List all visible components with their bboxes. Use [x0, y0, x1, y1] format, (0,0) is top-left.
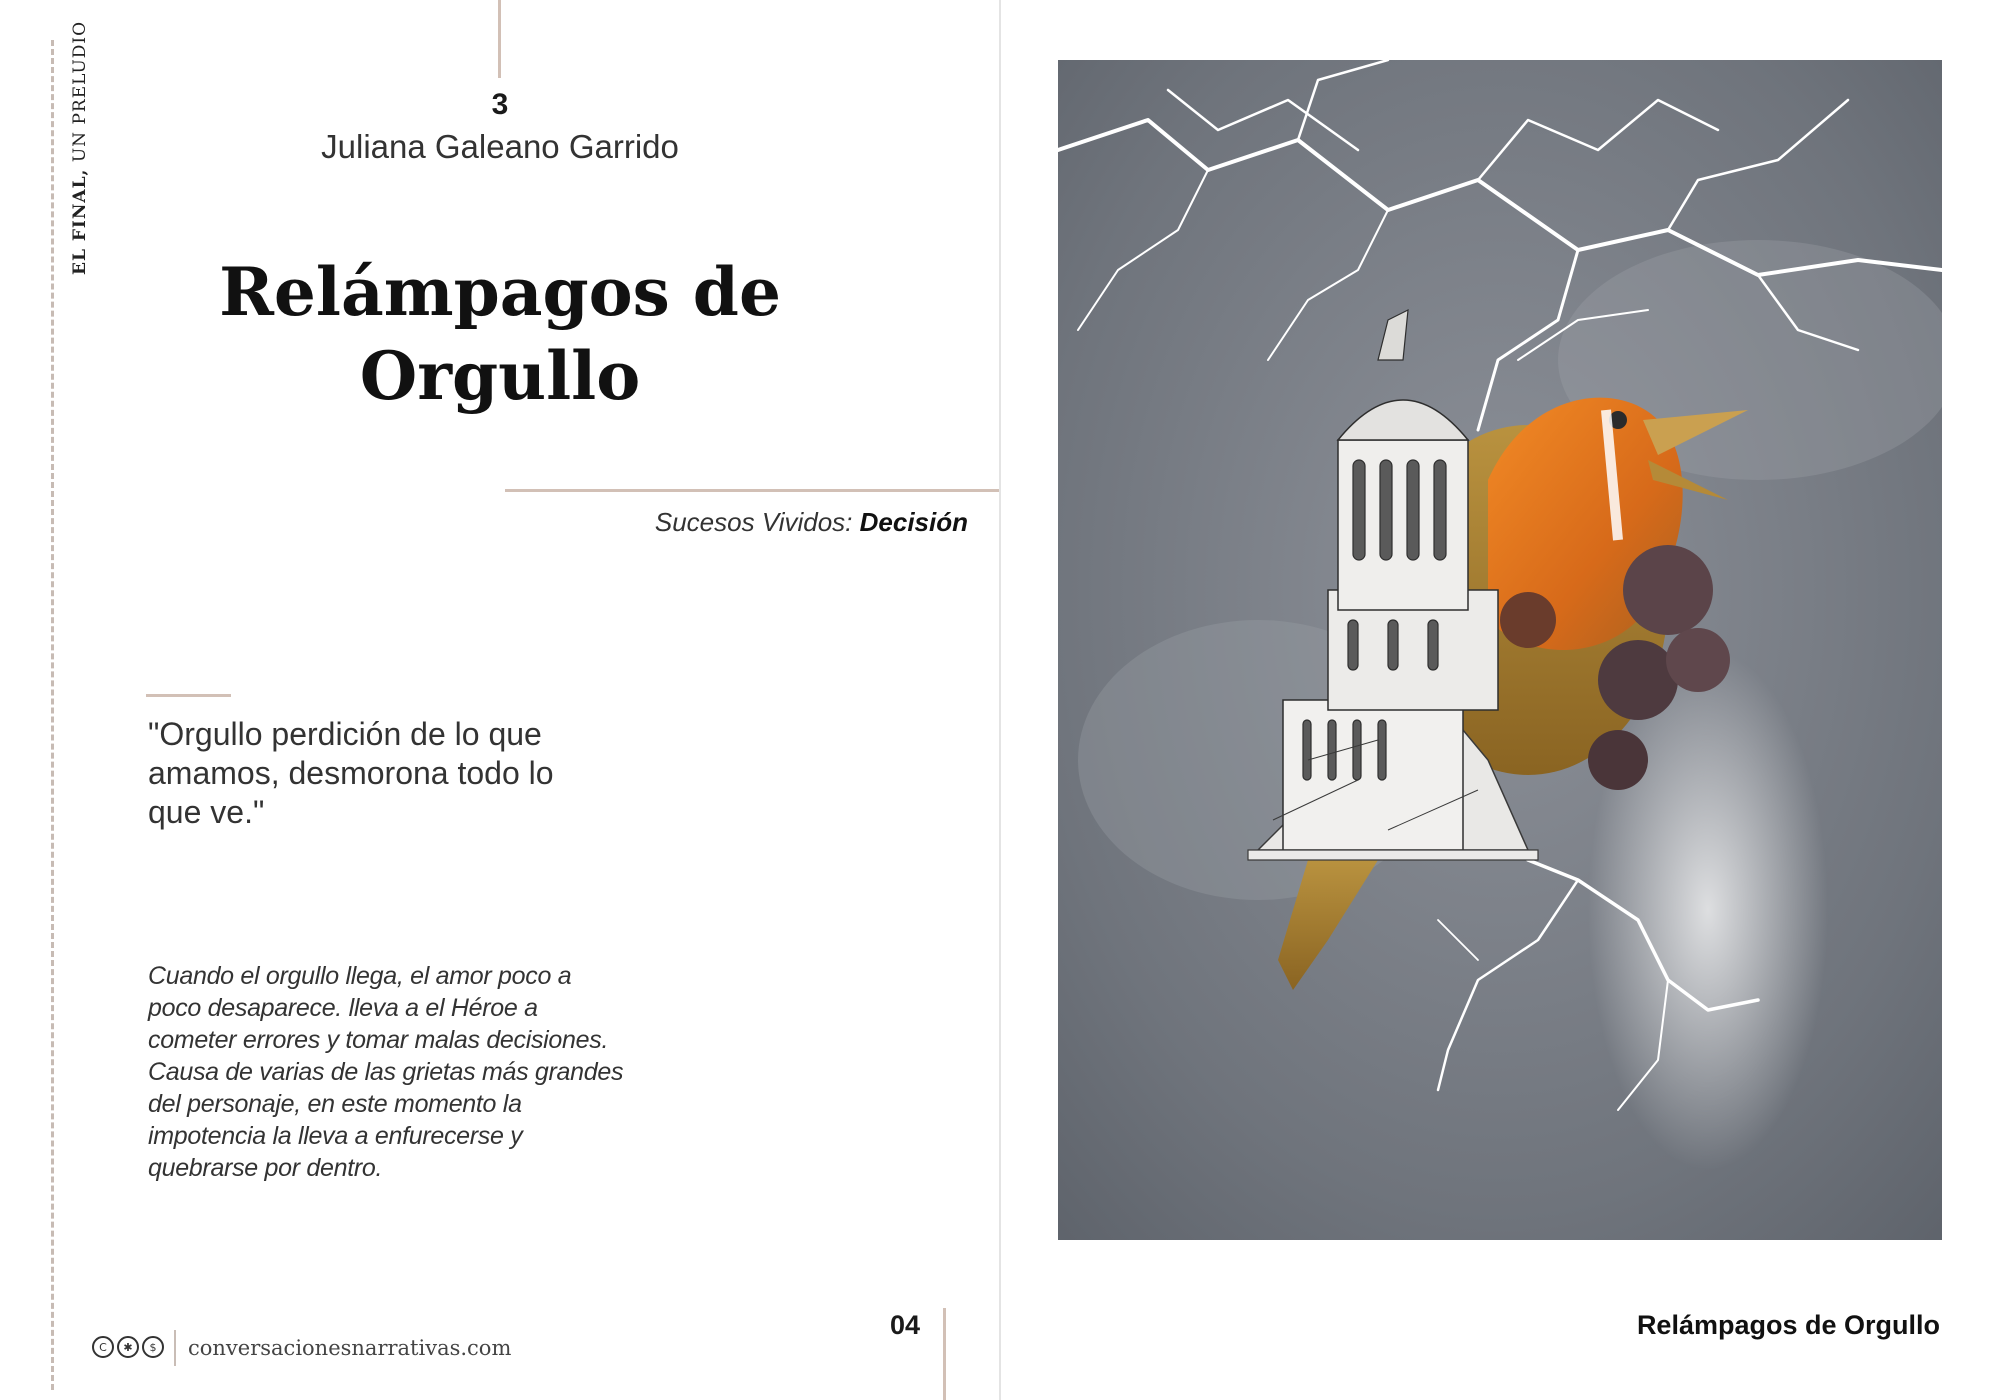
footer-divider [174, 1330, 176, 1366]
license-icons [92, 1336, 164, 1358]
right-page [1000, 0, 2000, 1400]
page-number: 04 [889, 1310, 920, 1340]
running-head-rest: UN PRELUDIO [70, 20, 90, 169]
website-link[interactable]: conversacionesnarrativas.com [188, 1336, 512, 1360]
body-line: impotencia la lleva a enfurecerse y [148, 1122, 523, 1150]
body-line: quebrarse por dentro. [148, 1154, 383, 1182]
body-line: Cuando el orgullo llega, el amor poco a [148, 962, 572, 990]
cc-icon: C [92, 1336, 114, 1358]
running-head [70, 21, 90, 275]
body-line: Causa de varias de las grietas más grandes [148, 1058, 624, 1086]
body-line: poco desaparece. lleva a el Héroe a [148, 994, 538, 1022]
title-line-2: Orgullo [359, 337, 641, 415]
quote-accent-rule [146, 694, 231, 697]
pull-quote [148, 715, 618, 832]
quote-line: que ve." [148, 794, 265, 830]
body-line: cometer errores y tomar malas decisiones. [148, 1026, 609, 1054]
collage-illustration [1058, 60, 1942, 1240]
page-number-rule [943, 1308, 946, 1400]
title-divider [505, 489, 1000, 492]
chapter-number: 3 [491, 88, 509, 121]
events-line [655, 507, 968, 538]
story-title [180, 250, 820, 418]
quote-line: amamos, desmorona todo lo [148, 755, 554, 791]
top-vertical-rule [498, 0, 501, 78]
running-head-bold: EL FINAL, [70, 168, 90, 275]
by-icon: ✱ [117, 1336, 139, 1358]
events-label: Sucesos Vividos: [654, 507, 860, 537]
dashed-margin-rule [51, 40, 54, 1390]
running-title: Relámpagos de Orgullo [1636, 1310, 1940, 1340]
title-line-1: Relámpagos de [219, 253, 781, 331]
nc-icon: $ [142, 1336, 164, 1358]
quote-line: "Orgullo perdición de lo que [148, 716, 542, 752]
author-name: Juliana Galeano Garrido [321, 128, 679, 165]
body-paragraph [148, 960, 648, 1184]
events-value: Decisión [859, 507, 968, 537]
body-line: del personaje, en este momento la [148, 1090, 522, 1118]
